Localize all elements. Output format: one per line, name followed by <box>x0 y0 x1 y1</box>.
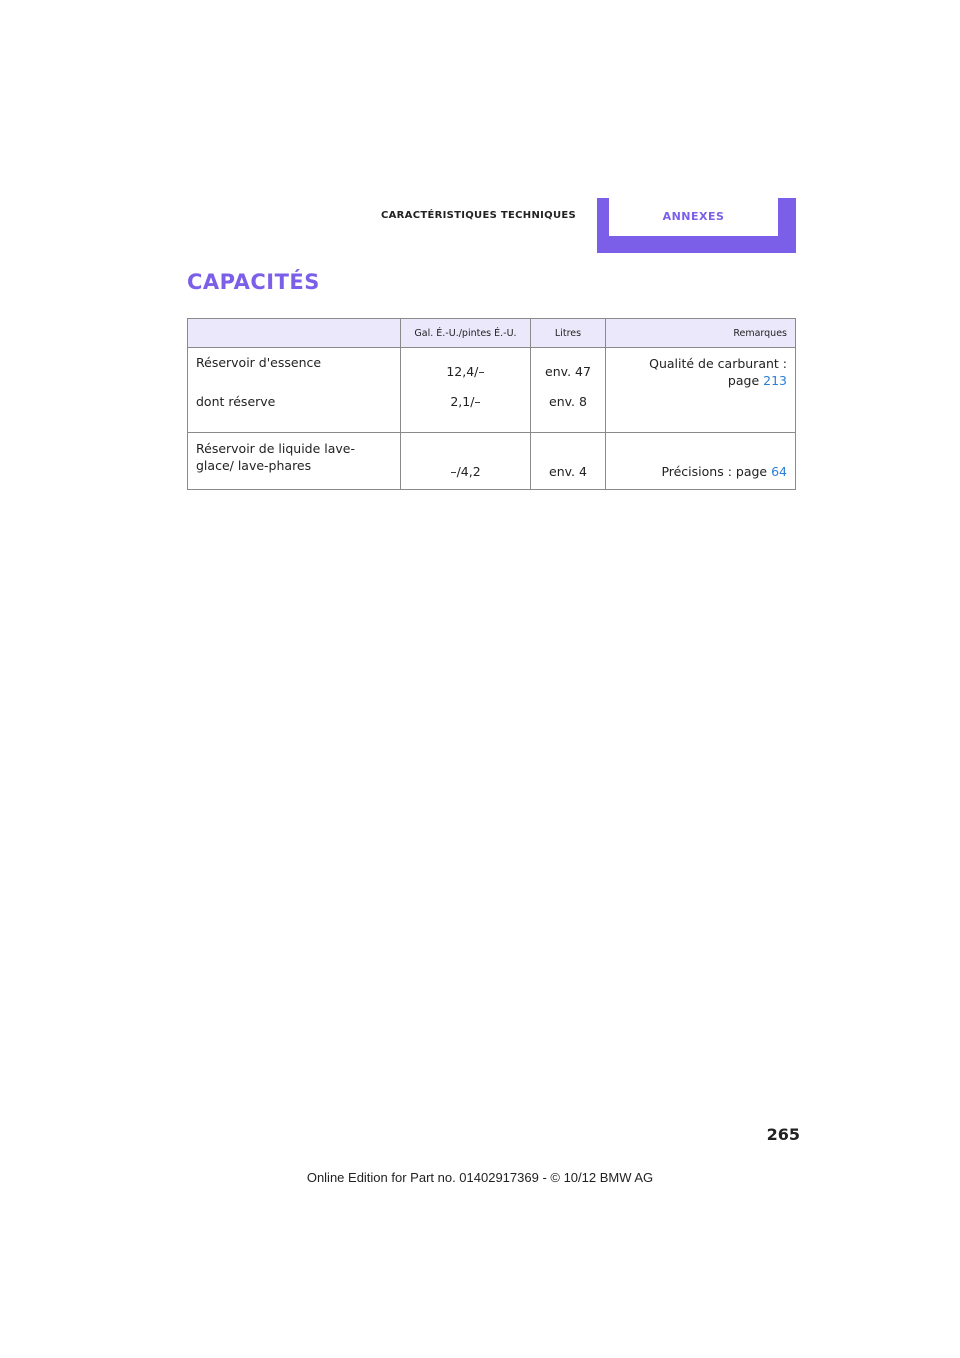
cell-litres: env. 4 <box>531 433 606 490</box>
chapter-tab[interactable] <box>597 198 796 253</box>
table-row <box>188 348 796 390</box>
cell-item: dont réserve <box>188 389 401 433</box>
page-link[interactable]: 213 <box>763 373 787 388</box>
remark-text: Qualité de carburant : page <box>649 356 787 388</box>
cell-remark <box>606 389 796 433</box>
header-cell-litres: Litres <box>531 319 606 348</box>
remark-text: Précisions : page <box>661 464 768 479</box>
table-row <box>188 389 796 433</box>
capacities-table <box>187 318 796 490</box>
chapter-tab-label: ANNEXES <box>662 210 725 223</box>
cell-remark <box>606 348 796 390</box>
page-number: 265 <box>766 1125 800 1144</box>
cell-us: 12,4/– <box>401 348 531 390</box>
table-row <box>188 433 796 490</box>
header-cell-item <box>188 319 401 348</box>
table-header-row <box>188 319 796 348</box>
edition-footer: Online Edition for Part no. 01402917369 - © 10/12 BMW AG <box>306 1170 654 1185</box>
page-title: CAPACITÉS <box>187 270 320 294</box>
cell-us: –/4,2 <box>401 433 531 490</box>
cell-item: Réservoir d'essence <box>188 348 401 390</box>
cell-litres: env. 47 <box>531 348 606 390</box>
header-cell-remarks: Remarques <box>606 319 796 348</box>
cell-litres: env. 8 <box>531 389 606 433</box>
cell-us: 2,1/– <box>401 389 531 433</box>
header-cell-us: Gal. É.-U./pintes É.-U. <box>401 319 531 348</box>
page-link[interactable]: 64 <box>771 464 787 479</box>
chapter-tab-box <box>609 198 778 236</box>
cell-item: Réservoir de liquide lave-glace/ lave-phares <box>188 433 401 490</box>
header-section-title: CARACTÉRISTIQUES TECHNIQUES <box>380 210 576 221</box>
cell-remark <box>606 433 796 490</box>
